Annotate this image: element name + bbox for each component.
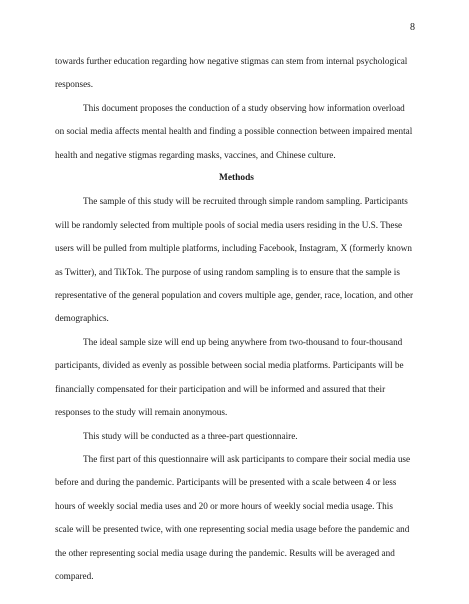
text-line: compared. (55, 570, 94, 581)
section-heading: Methods (219, 173, 254, 184)
text-line: financially compensated for their participation and will be informed and assured that their (55, 383, 386, 394)
text-line: responses to the study will remain anonymous. (55, 407, 228, 418)
text-line: The ideal sample size will end up being anywhere from two-thousand to four-thousand (83, 336, 403, 347)
body-paragraph (55, 331, 418, 425)
text-line: demographics. (55, 313, 109, 324)
body-paragraph (55, 50, 418, 97)
document-body (55, 50, 418, 588)
page-number: 8 (410, 22, 415, 33)
text-line: participants, divided as evenly as possible between social media platforms. Participants will be (55, 360, 404, 371)
text-line: will be randomly selected from multiple pools of social media users residing in the U.S. These (55, 219, 403, 230)
text-line: towards further education regarding how negative stigmas can stem from internal psychological (55, 56, 408, 66)
body-paragraph (55, 448, 418, 588)
text-line: before and during the pandemic. Participants will be presented with a scale between 4 or less (55, 477, 397, 488)
text-line: This study will be conducted as a three-part questionnaire. (83, 430, 298, 441)
body-paragraph (55, 97, 418, 167)
text-line: health and negative stigmas regarding masks, vaccines, and Chinese culture. (55, 149, 336, 160)
text-line: the other representing social media usage during the pandemic. Results will be averaged and (55, 547, 395, 558)
text-line: The sample of this study will be recruited through simple random sampling. Participants (83, 196, 408, 207)
text-line: scale will be presented twice, with one representing social media usage before the pandemic and (55, 524, 410, 535)
text-line: The first part of this questionnaire will ask participants to compare their social media use (83, 453, 411, 464)
text-line: This document proposes the conduction of a study observing how information overload (83, 102, 405, 113)
text-line: hours of weekly social media uses and 20 or more hours of weekly social media usage. This (55, 500, 393, 511)
text-line: representative of the general population and covers multiple age, gender, race, location, and other (55, 290, 414, 301)
text-line: responses. (55, 79, 94, 90)
body-paragraph (55, 425, 418, 448)
text-line: users will be pulled from multiple platforms, including Facebook, Instagram, X (formerly known (55, 243, 412, 254)
text-line: as Twitter), and TikTok. The purpose of using random sampling is to ensure that the sample is (55, 266, 400, 277)
body-paragraph (55, 190, 418, 330)
text-line: on social media affects mental health and finding a possible connection between impaired mental (55, 126, 413, 137)
